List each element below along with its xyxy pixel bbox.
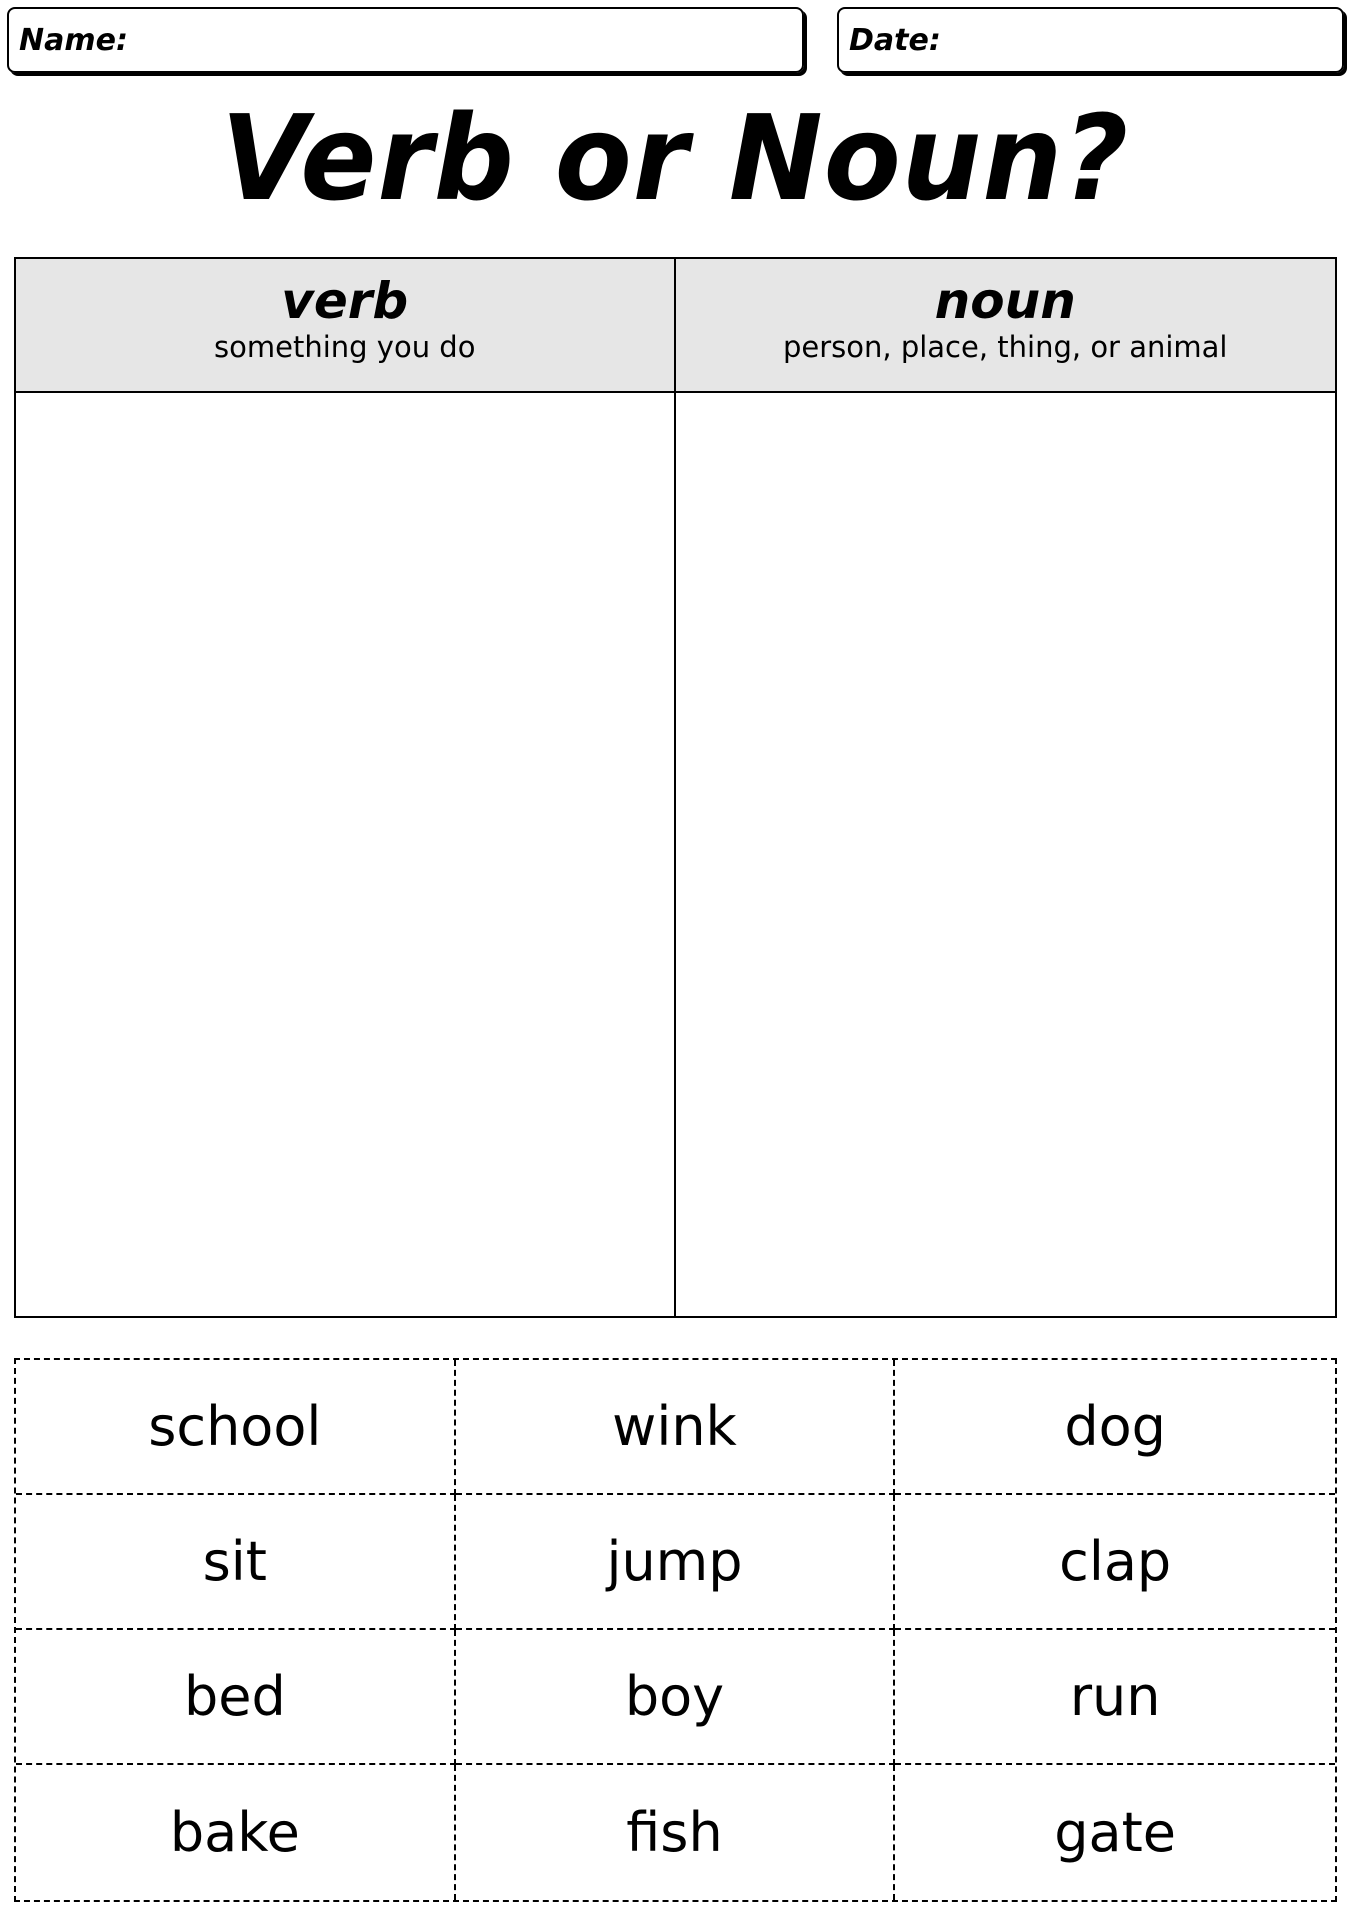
word-card[interactable]: clap — [895, 1495, 1335, 1630]
word-card[interactable]: wink — [456, 1360, 896, 1495]
date-field[interactable] — [837, 7, 1344, 73]
word-card[interactable]: run — [895, 1630, 1335, 1765]
noun-drop-area[interactable] — [676, 393, 1336, 1316]
word-card[interactable]: school — [16, 1360, 456, 1495]
verb-column-header — [16, 259, 676, 393]
word-card[interactable]: bake — [16, 1765, 456, 1900]
name-label: Name: — [19, 22, 128, 58]
verb-drop-area[interactable] — [16, 393, 676, 1316]
noun-column-subtitle: person, place, thing, or animal — [782, 330, 1228, 364]
page-title: Verb or Noun? — [220, 89, 1130, 227]
word-card[interactable]: jump — [456, 1495, 896, 1630]
word-card[interactable]: boy — [456, 1630, 896, 1765]
word-card[interactable]: dog — [895, 1360, 1335, 1495]
word-card[interactable]: sit — [16, 1495, 456, 1630]
word-card-grid — [14, 1358, 1337, 1902]
word-card[interactable]: fish — [456, 1765, 896, 1900]
verb-column-title: verb — [281, 272, 409, 330]
noun-column-header — [676, 259, 1336, 393]
verb-column-subtitle: something you do — [214, 330, 476, 364]
word-card[interactable]: gate — [1054, 1801, 1177, 1864]
date-label: Date: — [849, 22, 941, 58]
noun-column-title: noun — [934, 272, 1076, 330]
sorting-table — [14, 257, 1337, 1318]
name-field[interactable] — [7, 7, 804, 73]
word-card[interactable]: bed — [16, 1630, 456, 1765]
